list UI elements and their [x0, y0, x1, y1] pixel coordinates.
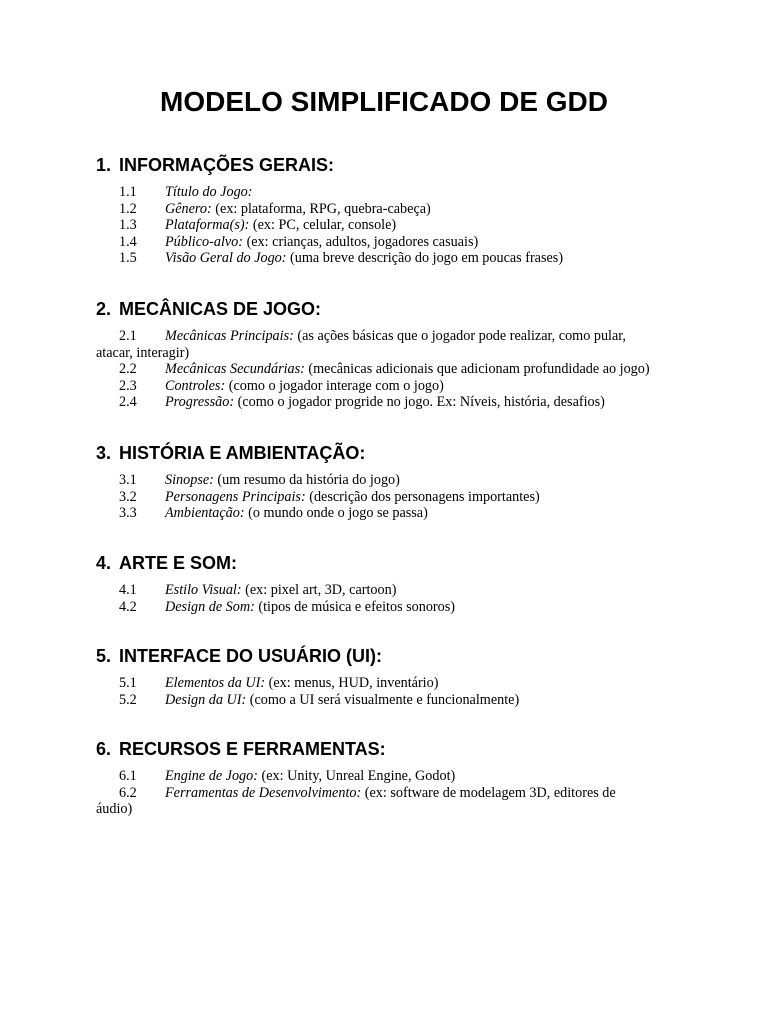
item-description: (as ações básicas que o jogador pode realizar, como pular,	[293, 328, 626, 344]
document-title: MODELO SIMPLIFICADO DE GDD	[160, 86, 608, 117]
section-heading	[96, 442, 706, 464]
item-number: 5.1	[119, 675, 137, 691]
item-description: (como a UI será visualmente e funcionalmente)	[246, 691, 520, 708]
list-item	[119, 489, 706, 506]
section-heading	[96, 298, 706, 320]
item-description: (tipos de música e efeitos sonoros)	[254, 598, 455, 615]
item-term: Mecânicas Secundárias:	[165, 361, 305, 377]
section-user-interface	[96, 645, 706, 708]
section-title: INFORMAÇÕES GERAIS:	[119, 155, 335, 175]
item-description: (ex: PC, celular, console)	[249, 217, 397, 233]
section-resources-tools	[96, 738, 706, 818]
list-item	[119, 394, 706, 411]
item-description: (ex: software de modelagem 3D, editores de	[361, 784, 616, 801]
list-item	[119, 472, 706, 489]
item-term: Gênero:	[165, 200, 212, 217]
list-item	[119, 361, 706, 378]
item-term: Público-alvo:	[165, 233, 244, 250]
item-description: (como o jogador progride no jogo. Ex: Níveis, história, desafios)	[234, 394, 605, 410]
section-number: 2.	[96, 299, 112, 319]
list-item	[119, 768, 706, 785]
item-number: 3.2	[119, 488, 137, 505]
item-term: Estilo Visual:	[165, 582, 242, 598]
item-description: (descrição dos personagens importantes)	[305, 488, 540, 505]
item-description: (ex: Unity, Unreal Engine, Godot)	[257, 768, 456, 784]
section-title: MECÂNICAS DE JOGO:	[119, 299, 322, 319]
item-description: (como o jogador interage com o jogo)	[225, 377, 444, 394]
list-item	[119, 675, 706, 692]
section-heading	[96, 738, 706, 760]
item-number: 2.3	[119, 377, 137, 394]
section-title: HISTÓRIA E AMBIENTAÇÃO:	[119, 443, 366, 463]
section-title: RECURSOS E FERRAMENTAS:	[119, 739, 386, 759]
item-list	[96, 675, 706, 708]
item-number: 5.2	[119, 691, 137, 708]
list-item	[119, 378, 706, 395]
item-number: 1.5	[119, 250, 137, 266]
item-term: Sinopse:	[165, 472, 214, 488]
item-number: 3.1	[119, 472, 137, 488]
item-term: Design de Som:	[165, 598, 255, 615]
item-description-continued: atacar, interagir)	[96, 344, 190, 361]
list-item	[119, 217, 706, 234]
item-term: Ferramentas de Desenvolvimento:	[165, 784, 362, 801]
section-heading	[96, 645, 706, 667]
section-number: 5.	[96, 646, 112, 666]
section-number: 1.	[96, 155, 112, 175]
item-term: Engine de Jogo:	[165, 768, 258, 784]
item-number: 6.1	[119, 768, 137, 784]
item-term: Personagens Principais:	[165, 488, 306, 505]
item-number: 2.2	[119, 361, 137, 377]
list-item	[119, 234, 706, 251]
item-description: (o mundo onde o jogo se passa)	[244, 505, 428, 521]
item-term: Elementos da UI:	[165, 675, 266, 691]
section-art-sound	[96, 552, 706, 615]
item-description: (ex: menus, HUD, inventário)	[265, 675, 439, 691]
item-number: 3.3	[119, 505, 137, 521]
item-number: 1.3	[119, 217, 137, 233]
section-title: INTERFACE DO USUÁRIO (UI):	[119, 646, 382, 666]
item-term: Design da UI:	[165, 691, 247, 708]
list-item	[96, 328, 706, 361]
item-number: 1.2	[119, 200, 137, 217]
item-list	[96, 328, 706, 411]
item-list	[96, 768, 706, 818]
item-description-continued: áudio)	[96, 801, 133, 817]
section-number: 3.	[96, 443, 112, 463]
section-heading	[96, 154, 706, 176]
item-list	[96, 472, 706, 522]
list-item	[119, 184, 706, 201]
item-term: Mecânicas Principais:	[165, 328, 294, 344]
list-item	[119, 201, 706, 218]
item-description: (um resumo da história do jogo)	[213, 472, 400, 488]
item-number: 1.4	[119, 233, 137, 250]
section-general-info	[96, 154, 706, 267]
item-list	[96, 582, 706, 615]
item-number: 2.1	[119, 328, 137, 344]
item-number: 1.1	[119, 184, 137, 200]
item-description: (ex: crianças, adultos, jogadores casuais)	[243, 233, 479, 250]
section-story-setting	[96, 442, 706, 522]
item-number: 6.2	[119, 784, 137, 801]
item-number: 4.1	[119, 582, 137, 598]
list-item	[119, 692, 706, 709]
list-item	[119, 582, 706, 599]
list-item	[119, 505, 706, 522]
item-number: 4.2	[119, 598, 137, 615]
item-description: (ex: plataforma, RPG, quebra-cabeça)	[211, 200, 431, 217]
item-description: (mecânicas adicionais que adicionam profundidade ao jogo)	[304, 361, 650, 377]
item-term: Título do Jogo:	[165, 184, 253, 200]
item-number: 2.4	[119, 394, 137, 410]
list-item	[96, 784, 706, 818]
item-list	[96, 184, 706, 267]
item-description: (uma breve descrição do jogo em poucas frases)	[286, 250, 564, 266]
item-description: (ex: pixel art, 3D, cartoon)	[241, 582, 397, 598]
section-number: 6.	[96, 739, 112, 759]
item-term: Controles:	[165, 377, 226, 394]
section-title: ARTE E SOM:	[119, 553, 238, 573]
section-heading	[96, 552, 706, 574]
item-term: Progressão:	[165, 394, 235, 410]
item-term: Plataforma(s):	[165, 217, 250, 233]
section-number: 4.	[96, 553, 112, 573]
item-term: Visão Geral do Jogo:	[165, 250, 287, 266]
list-item	[119, 250, 706, 267]
item-term: Ambientação:	[165, 505, 245, 521]
list-item	[119, 599, 706, 616]
section-game-mechanics	[96, 298, 706, 411]
